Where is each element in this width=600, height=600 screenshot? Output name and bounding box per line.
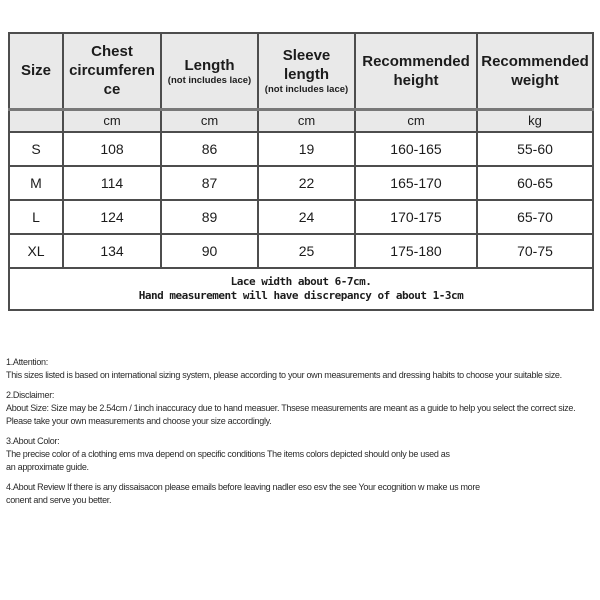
table-row-size-s bbox=[9, 132, 593, 166]
cell-chest: 114 bbox=[63, 166, 161, 200]
notes-section bbox=[6, 356, 596, 514]
note-about-review-text-line2: conent and serve you better. bbox=[6, 495, 112, 505]
cell-size: M bbox=[9, 166, 63, 200]
col-header-chest-label: Chest circumference bbox=[69, 43, 155, 99]
cell-height: 175-180 bbox=[355, 234, 477, 268]
unit-cell-weight: kg bbox=[477, 109, 593, 132]
unit-cell-length: cm bbox=[161, 109, 258, 132]
cell-size: XL bbox=[9, 234, 63, 268]
note-disclaimer-text-line2: Please take your own measurements and choose your size accordingly. bbox=[6, 416, 272, 426]
note-disclaimer bbox=[6, 389, 596, 428]
col-header-weight-label: Recommended weight bbox=[481, 52, 589, 89]
note-about-color-text-line1: The precise color of a clothing ems mva depend on specific conditions The items colors depicted should only be used as bbox=[6, 449, 450, 459]
col-header-size-label: Size bbox=[20, 62, 51, 80]
table-unit-row bbox=[9, 109, 593, 132]
cell-length: 89 bbox=[161, 200, 258, 234]
size-chart-table bbox=[8, 32, 594, 311]
col-header-recommended-weight bbox=[477, 33, 593, 109]
col-header-height-label: Recommended height bbox=[362, 52, 470, 89]
col-header-length-label: Length bbox=[184, 56, 235, 74]
col-header-size bbox=[9, 33, 63, 109]
table-row-size-l bbox=[9, 200, 593, 234]
note-about-review bbox=[6, 481, 596, 507]
cell-sleeve: 22 bbox=[258, 166, 355, 200]
note-attention-text: This sizes listed is based on international sizing system, please according to your own measurements and dressing habits to choose your suitable size. bbox=[6, 370, 562, 380]
unit-cell-sleeve: cm bbox=[258, 109, 355, 132]
lace-note-line1: Lace width about 6-7cm. bbox=[230, 275, 372, 288]
col-header-sleeve-length bbox=[258, 33, 355, 109]
col-header-sleeve-label: Sleeve length bbox=[282, 47, 331, 84]
cell-sleeve: 25 bbox=[258, 234, 355, 268]
note-disclaimer-heading: 2.Disclaimer: bbox=[6, 390, 55, 400]
cell-weight: 60-65 bbox=[477, 166, 593, 200]
cell-size: L bbox=[9, 200, 63, 234]
cell-length: 87 bbox=[161, 166, 258, 200]
table-header-row bbox=[9, 33, 593, 109]
col-header-sleeve-sublabel: (not includes lace) bbox=[264, 84, 349, 96]
cell-size: S bbox=[9, 132, 63, 166]
cell-weight: 65-70 bbox=[477, 200, 593, 234]
cell-chest: 124 bbox=[63, 200, 161, 234]
note-attention bbox=[6, 356, 596, 382]
cell-height: 170-175 bbox=[355, 200, 477, 234]
unit-cell-size bbox=[9, 109, 63, 132]
cell-sleeve: 24 bbox=[258, 200, 355, 234]
cell-height: 165-170 bbox=[355, 166, 477, 200]
note-about-review-text-line1: 4.About Review If there is any dissaisacon please emails before leaving nadler eso esv the see Your ecognition w make us more bbox=[6, 482, 480, 492]
unit-cell-height: cm bbox=[355, 109, 477, 132]
col-header-length bbox=[161, 33, 258, 109]
cell-length: 86 bbox=[161, 132, 258, 166]
cell-height: 160-165 bbox=[355, 132, 477, 166]
table-row-size-m bbox=[9, 166, 593, 200]
note-about-color bbox=[6, 435, 596, 474]
col-header-recommended-height bbox=[355, 33, 477, 109]
col-header-chest-circumference bbox=[63, 33, 161, 109]
cell-length: 90 bbox=[161, 234, 258, 268]
lace-note-line2: Hand measurement will have discrepancy of about 1-3cm bbox=[138, 289, 464, 302]
note-about-color-text-line2: an approximate guide. bbox=[6, 462, 89, 472]
cell-sleeve: 19 bbox=[258, 132, 355, 166]
note-about-color-heading: 3.About Color: bbox=[6, 436, 60, 446]
note-disclaimer-text-line1: About Size: Size may be 2.54cm / 1inch inaccuracy due to hand measuer. Thsese measurements are meant as a guide to help you select the correct size. bbox=[6, 403, 576, 413]
cell-weight: 55-60 bbox=[477, 132, 593, 166]
unit-cell-chest: cm bbox=[63, 109, 161, 132]
cell-chest: 134 bbox=[63, 234, 161, 268]
lace-note-cell bbox=[9, 268, 593, 310]
cell-chest: 108 bbox=[63, 132, 161, 166]
table-row-size-xl bbox=[9, 234, 593, 268]
table-note-row bbox=[9, 268, 593, 310]
note-attention-heading: 1.Attention: bbox=[6, 357, 48, 367]
cell-weight: 70-75 bbox=[477, 234, 593, 268]
col-header-length-sublabel: (not includes lace) bbox=[167, 74, 252, 86]
